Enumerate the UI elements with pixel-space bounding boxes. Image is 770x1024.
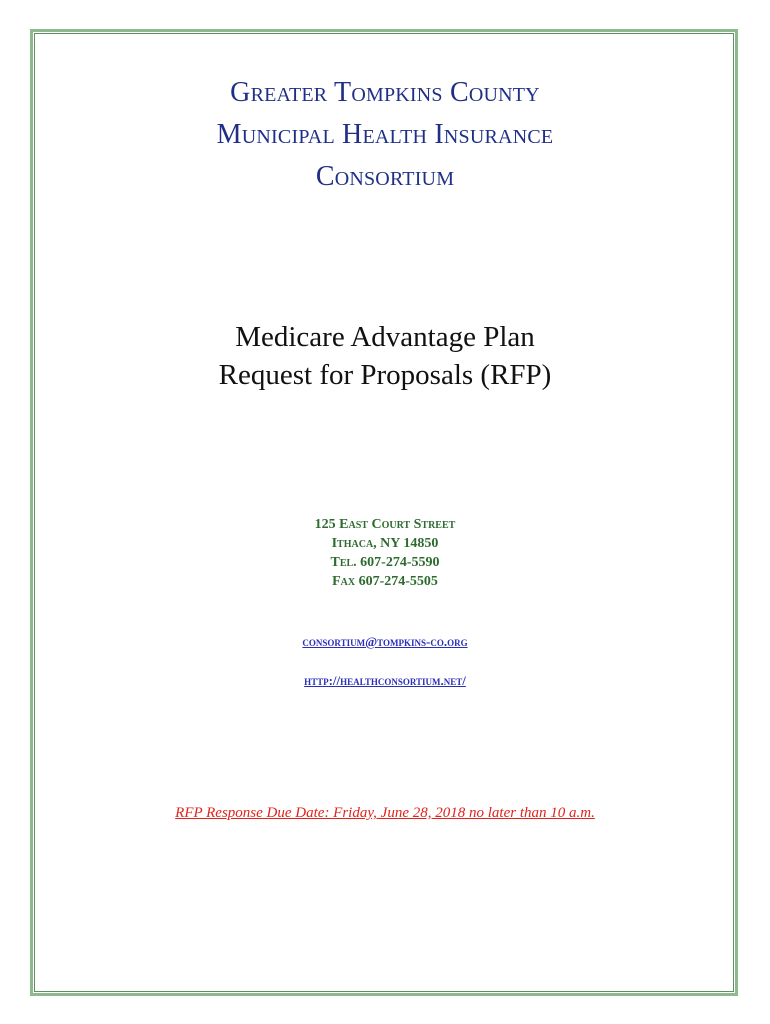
email-link-container xyxy=(0,634,770,650)
website-link[interactable]: http://healthconsortium.net/ xyxy=(304,673,466,688)
title-line-1: Greater Tompkins County xyxy=(230,77,540,108)
subtitle-line-1: Medicare Advantage Plan xyxy=(235,321,535,353)
address-city: Ithaca, NY 14850 xyxy=(331,536,439,551)
contact-telephone: Tel. 607-274-5590 xyxy=(330,555,440,570)
contact-address xyxy=(0,515,770,591)
title-line-3: Consortium xyxy=(315,161,455,192)
address-street: 125 East Court Street xyxy=(314,517,456,532)
email-link[interactable]: consortium@tompkins-co.org xyxy=(302,634,468,649)
document-subtitle xyxy=(0,318,770,394)
contact-fax: Fax 607-274-5505 xyxy=(332,574,438,589)
organization-title xyxy=(0,72,770,198)
title-line-2: Municipal Health Insurance xyxy=(216,119,554,150)
due-date-notice: RFP Response Due Date: Friday, June 28, 2018 no later than 10 a.m. xyxy=(175,805,595,821)
website-link-container xyxy=(0,673,770,689)
subtitle-line-2: Request for Proposals (RFP) xyxy=(218,359,552,391)
